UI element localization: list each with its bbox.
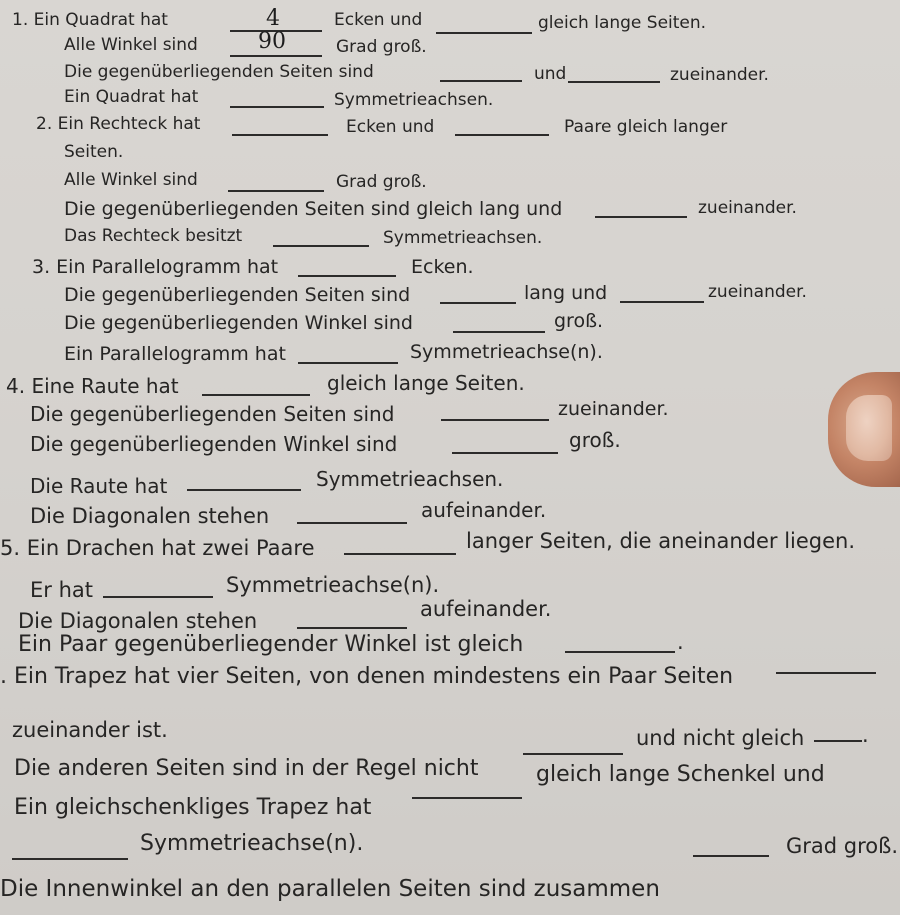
text-fragment: lang und	[524, 282, 608, 304]
task-6-line-4: Ein gleichschenkliges Trapez hat	[14, 795, 372, 820]
task-5-line-2: Er hat	[30, 578, 93, 602]
text-fragment: Ecken.	[411, 256, 474, 278]
task-2-line-4: Die gegenüberliegenden Seiten sind gleich lang und	[64, 198, 563, 220]
handwritten-answer: 90	[258, 29, 286, 54]
text-fragment: Symmetrieachse(n).	[226, 573, 440, 597]
answer-blank[interactable]	[297, 627, 407, 629]
answer-blank[interactable]	[568, 81, 660, 83]
task-3-line-4: Ein Parallelogramm hat	[64, 343, 286, 365]
answer-blank[interactable]	[12, 858, 128, 860]
answer-blank[interactable]	[441, 419, 549, 421]
text-fragment: .	[862, 723, 869, 747]
text-fragment: Symmetrieachse(n).	[410, 341, 603, 363]
task-2-line-2: Seiten.	[64, 142, 124, 162]
text-fragment: Grad groß.	[336, 172, 427, 192]
text-fragment: groß.	[569, 428, 621, 452]
text-fragment: Ecken und	[334, 10, 423, 30]
text-fragment: gleich lange Seiten.	[327, 371, 525, 395]
answer-blank[interactable]	[620, 301, 704, 303]
answer-blank[interactable]	[344, 553, 456, 555]
text-fragment: Symmetrieachsen.	[316, 467, 504, 491]
text-fragment: aufeinander.	[421, 498, 547, 522]
answer-blank[interactable]	[436, 32, 532, 34]
handwritten-answer: 4	[266, 6, 280, 31]
answer-blank[interactable]	[298, 275, 396, 277]
text-fragment: und nicht gleich	[636, 726, 805, 750]
text-fragment: aufeinander.	[420, 597, 552, 621]
task-4-line-5: Die Diagonalen stehen	[30, 504, 270, 528]
answer-blank[interactable]	[814, 740, 862, 742]
thumbnail-nail	[846, 395, 892, 461]
answer-blank[interactable]	[187, 489, 301, 491]
answer-blank[interactable]	[693, 855, 769, 857]
text-fragment: gleich lange Seiten.	[538, 13, 707, 33]
task-6-line-1: . Ein Trapez hat vier Seiten, von denen mindestens ein Paar Seiten	[0, 664, 734, 689]
task-5-line-1: 5. Ein Drachen hat zwei Paare	[0, 536, 315, 560]
task-1-line-2: Alle Winkel sind	[64, 35, 198, 55]
task-3-line-1: 3. Ein Parallelogramm hat	[32, 256, 279, 278]
text-fragment: Symmetrieachsen.	[383, 228, 543, 248]
text-fragment: zueinander.	[558, 398, 669, 420]
text-fragment: gleich lange Schenkel und	[536, 762, 825, 787]
task-2-line-3: Alle Winkel sind	[64, 170, 198, 190]
text-fragment: Symmetrieachsen.	[334, 90, 494, 110]
task-4-line-4: Die Raute hat	[30, 474, 168, 498]
answer-blank[interactable]	[297, 522, 407, 524]
text-fragment: groß.	[554, 310, 604, 332]
answer-blank[interactable]	[453, 331, 545, 333]
task-6-line-2: zueinander ist.	[12, 718, 168, 742]
task-4-line-1: 4. Eine Raute hat	[6, 374, 179, 398]
task-4-line-3: Die gegenüberliegenden Winkel sind	[30, 432, 398, 456]
answer-blank[interactable]	[273, 245, 369, 247]
text-fragment: Grad groß.	[786, 834, 899, 858]
task-4-line-2: Die gegenüberliegenden Seiten sind	[30, 402, 395, 426]
text-fragment: Grad groß.	[336, 37, 427, 57]
text-fragment: zueinander.	[708, 282, 807, 302]
answer-blank[interactable]	[103, 596, 213, 598]
task-3-line-2: Die gegenüberliegenden Seiten sind	[64, 284, 411, 306]
answer-blank[interactable]	[202, 394, 310, 396]
task-5-line-3: Die Diagonalen stehen	[18, 609, 258, 633]
text-fragment: zueinander.	[698, 198, 797, 218]
task-2-line-1: 2. Ein Rechteck hat	[36, 114, 201, 134]
answer-blank[interactable]	[452, 452, 558, 454]
text-fragment: Ecken und	[346, 117, 435, 137]
task-5-line-4: Ein Paar gegenüberliegender Winkel ist gleich	[18, 632, 524, 657]
task-3-line-3: Die gegenüberliegenden Winkel sind	[64, 312, 413, 334]
answer-blank[interactable]	[440, 80, 522, 82]
answer-blank[interactable]	[232, 134, 328, 136]
answer-blank[interactable]	[412, 797, 522, 799]
answer-blank[interactable]	[523, 753, 623, 755]
text-fragment: .	[677, 630, 684, 654]
answer-blank[interactable]	[230, 55, 322, 57]
answer-blank[interactable]	[595, 216, 687, 218]
answer-blank[interactable]	[230, 106, 324, 108]
answer-blank[interactable]	[455, 134, 549, 136]
answer-blank[interactable]	[565, 651, 675, 653]
task-1-line-1: 1. Ein Quadrat hat	[12, 10, 168, 30]
task-6-line-3: Die anderen Seiten sind in der Regel nicht	[14, 756, 479, 781]
task-1-line-3: Die gegenüberliegenden Seiten sind	[64, 62, 374, 82]
task-6-line-5: Symmetrieachse(n).	[140, 831, 364, 856]
text-fragment: zueinander.	[670, 65, 769, 85]
text-fragment: Paare gleich langer	[564, 117, 728, 137]
answer-blank[interactable]	[440, 302, 516, 304]
answer-blank[interactable]	[776, 672, 876, 674]
task-1-line-4: Ein Quadrat hat	[64, 87, 199, 107]
answer-blank[interactable]	[298, 362, 398, 364]
answer-blank[interactable]	[228, 190, 324, 192]
task-6-line-6: Die Innenwinkel an den parallelen Seiten sind zusammen	[0, 876, 660, 902]
task-2-line-5: Das Rechteck besitzt	[64, 226, 243, 246]
text-fragment: langer Seiten, die aneinander liegen.	[466, 529, 856, 553]
text-fragment: und	[534, 64, 567, 84]
